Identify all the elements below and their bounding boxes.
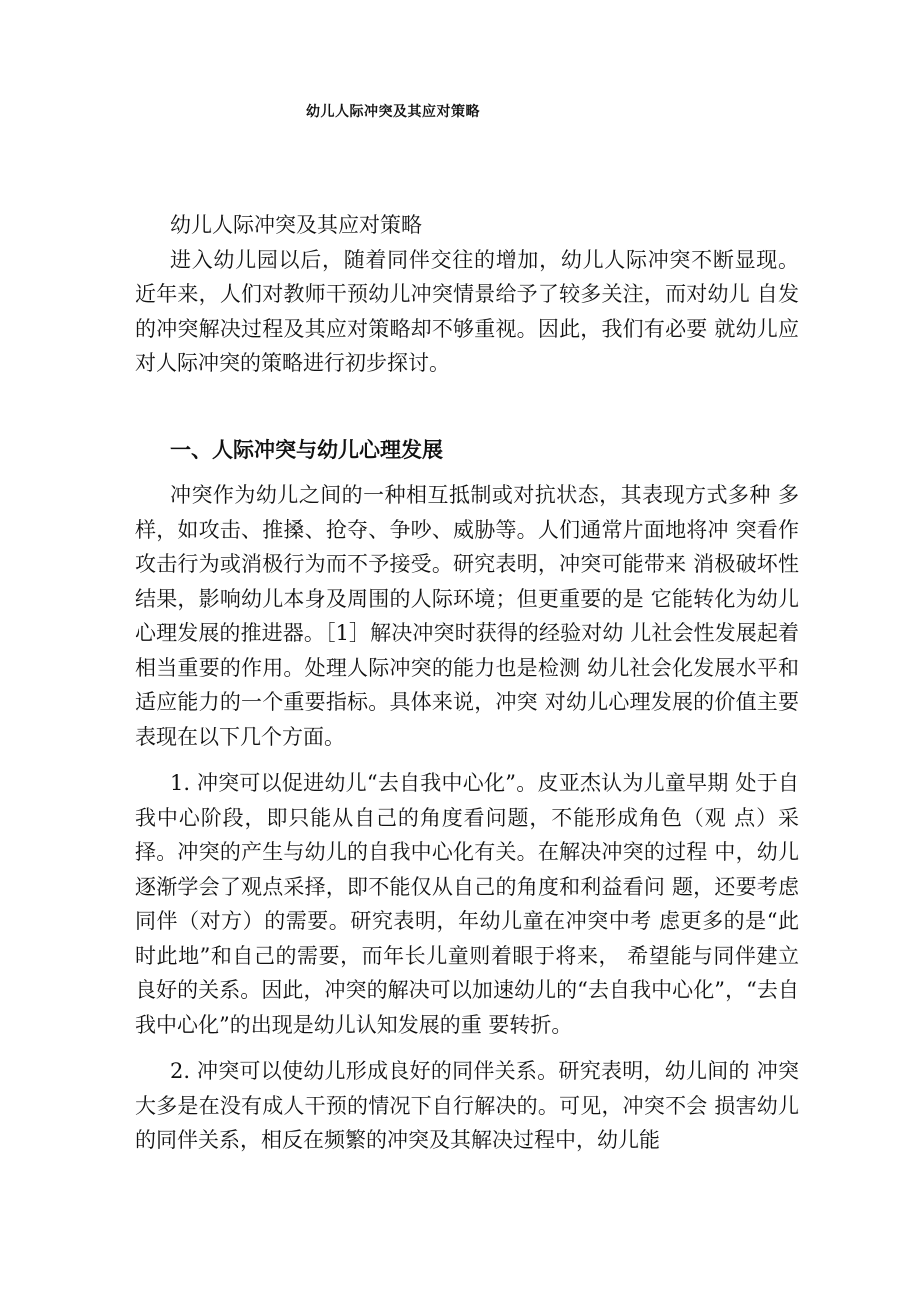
document-title: 幼儿人际冲突及其应对策略: [170, 213, 422, 237]
intro-paragraph: 进入幼儿园以后，随着同伴交往的增加，幼儿人际冲突不断显现。近年来，人们对教师干预幼儿冲突情景给予了较多关注，而对幼儿 自发的冲突解决过程及其应对策略却不够重视。因此，我们有必要 就幼儿应对人际冲突的策略进行初步探讨。: [135, 247, 799, 375]
section-heading: 一、人际冲突与幼儿心理发展: [170, 437, 443, 462]
document-body: [135, 208, 799, 1158]
section-paragraph: 冲突作为幼儿之间的一种相互抵制或对抗状态，其表现方式多种 多样，如攻击、推搡、抢夺、争吵、威胁等。人们通常片面地将冲 突看作攻击行为或消极行为而不予接受。研究表明，冲突可能带来 消极破坏性结果，影响幼儿本身及周围的人际环境；但更重要的是 它能转化为幼儿心理发展的推进器。［1］解决冲突时获得的经验对幼 儿社会性发展起着相当重要的作用。处理人际冲突的能力也是检测 幼儿社会化发展水平和适应能力的一个重要指标。具体来说，冲突 对幼儿心理发展的价值主要表现在以下几个方面。: [135, 483, 799, 749]
running-header: 幼儿人际冲突及其应对策略: [306, 104, 480, 120]
point-paragraph-1: 1. 冲突可以促进幼儿“去自我中心化”。皮亚杰认为儿童早期 处于自我中心阶段，即只能从自己的角度看问题，不能形成角色（观 点）采择。冲突的产生与幼儿的自我中心化有关。在解决冲突的过程 中，幼儿逐渐学会了观点采择，即不能仅从自己的角度和利益看问 题，还要考虑同伴（对方）的需要。研究表明，年幼儿童在冲突中考 虑更多的是“此时此地”和自己的需要，而年长儿童则着眼于将来， 希望能与同伴建立良好的关系。因此，冲突的解决可以加速幼儿的“去自我中心化”，“去自我中心化”的出现是幼儿认知发展的重 要转折。: [135, 771, 799, 1037]
point-paragraph-2: 2. 冲突可以使幼儿形成良好的同伴关系。研究表明，幼儿间的 冲突大多是在没有成人干预的情况下自行解决的。可见，冲突不会 损害幼儿的同伴关系，相反在频繁的冲突及其解决过程中，幼儿能: [135, 1059, 799, 1152]
